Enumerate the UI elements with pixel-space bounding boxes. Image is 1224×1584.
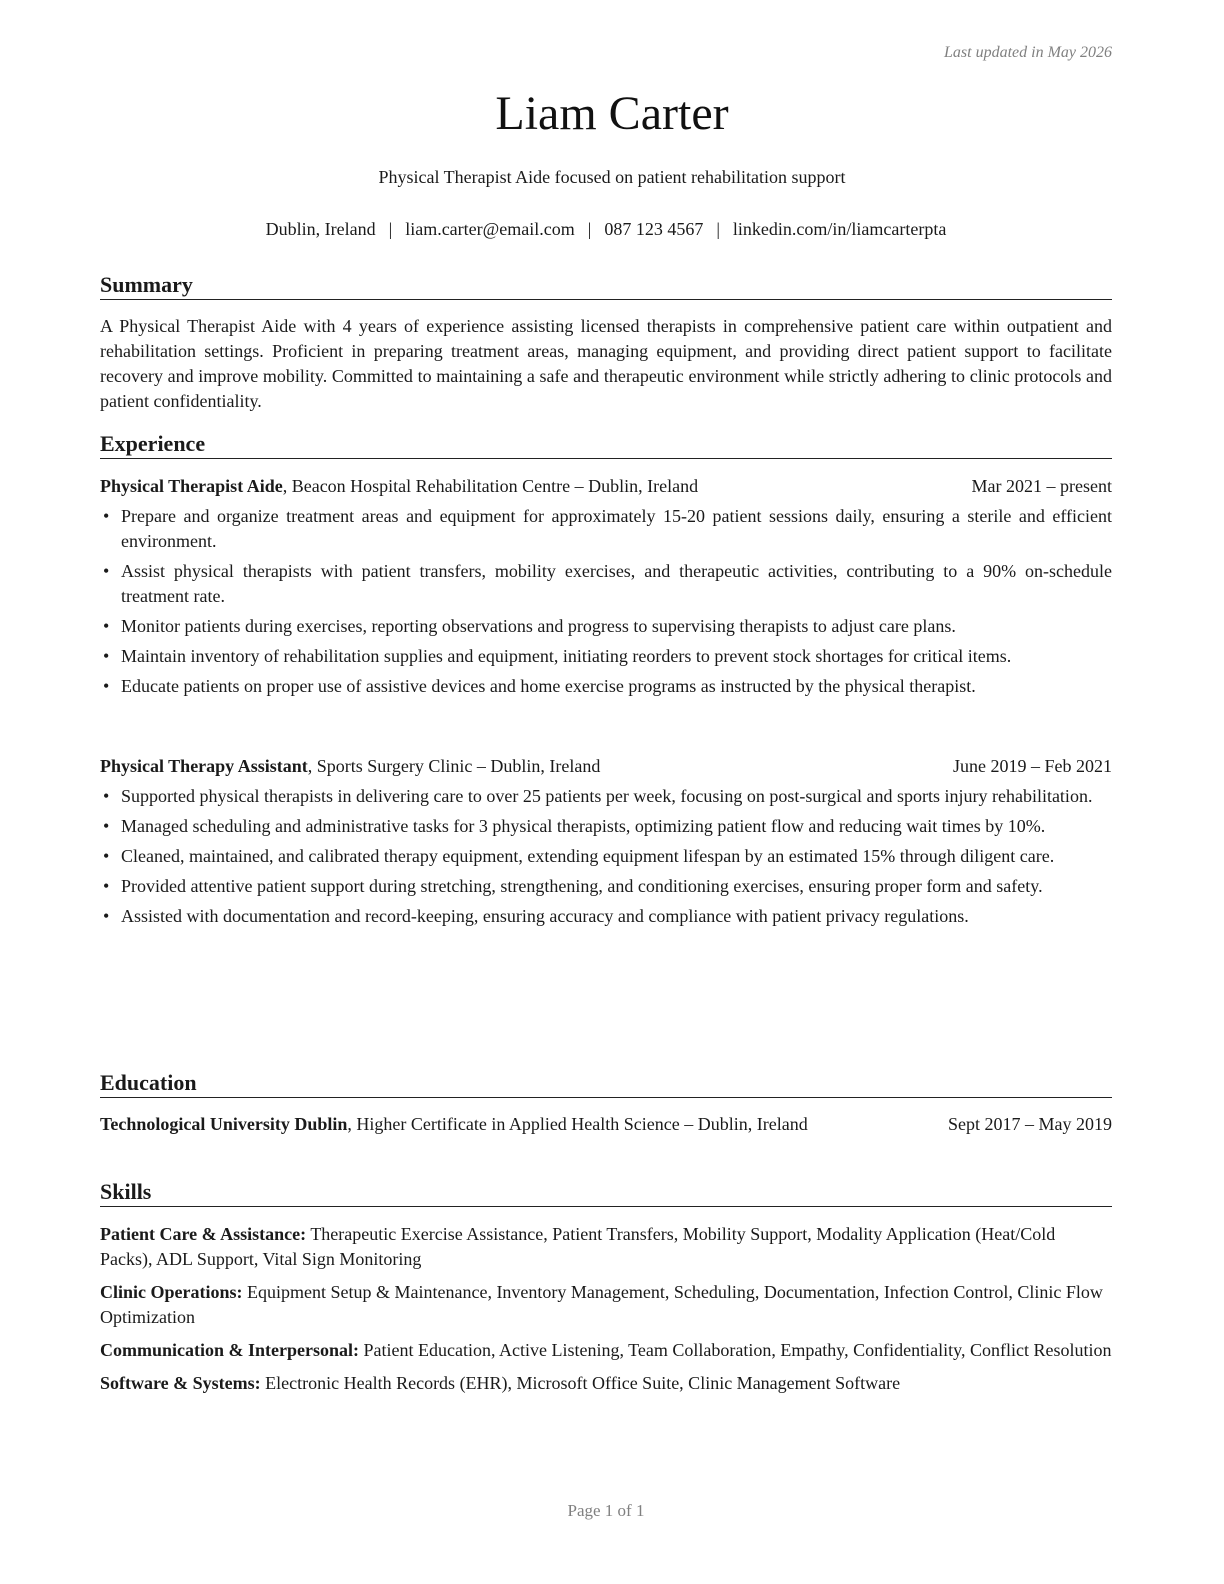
list-item <box>100 844 1112 869</box>
experience-heading: Experience <box>100 431 1112 459</box>
skill-label: Software & Systems: <box>100 1373 261 1393</box>
bullet-text: Maintain inventory of rehabilitation supplies and equipment, initiating reorders to prevent stock shortages for critical items. <box>121 646 1012 666</box>
list-item <box>100 559 1112 609</box>
bullet-icon: • <box>103 816 110 836</box>
skill-row <box>100 1371 1112 1396</box>
list-item <box>100 874 1112 899</box>
job-employer: , Sports Surgery Clinic – Dublin, Ireland <box>307 756 601 776</box>
contact-linkedin[interactable]: linkedin.com/in/liamcarterpta <box>732 219 947 239</box>
skills-list <box>100 1222 1112 1404</box>
bullet-icon: • <box>103 646 110 666</box>
education-school: Technological University Dublin <box>100 1114 348 1134</box>
skill-value: Therapeutic Exercise Assistance, Patient Transfers, Mobility Support, Modality Application (Heat/Cold Packs), ADL Support, Vital Sign Monitoring <box>100 1224 1056 1269</box>
job-employer: , Beacon Hospital Rehabilitation Centre – Dublin, Ireland <box>282 476 699 496</box>
job-role: Physical Therapy Assistant <box>100 756 308 776</box>
contact-email[interactable]: liam.carter@email.com <box>405 219 575 239</box>
list-item <box>100 784 1112 809</box>
job-dates: June 2019 – Feb 2021 <box>953 756 1112 776</box>
job-entry <box>100 754 1112 934</box>
skill-value: Electronic Health Records (EHR), Microsoft Office Suite, Clinic Management Software <box>260 1373 901 1393</box>
bullet-icon: • <box>103 876 110 896</box>
bullet-text: Educate patients on proper use of assistive devices and home exercise programs as instructed by the physical therapist. <box>121 676 976 696</box>
bullet-text: Monitor patients during exercises, reporting observations and progress to supervising therapists to adjust care plans. <box>121 616 956 636</box>
contact-line <box>0 219 1212 240</box>
job-header <box>100 474 1112 499</box>
skill-row <box>100 1338 1112 1363</box>
contact-phone: 087 123 4567 <box>604 219 704 239</box>
list-item <box>100 814 1112 839</box>
skill-label: Clinic Operations: <box>100 1282 243 1302</box>
bullet-icon: • <box>103 561 110 581</box>
bullet-text: Prepare and organize treatment areas and equipment for approximately 15-20 patient sessions daily, ensuring a sterile and efficient environment. <box>121 506 1112 551</box>
bullet-icon: • <box>103 906 110 926</box>
bullet-icon: • <box>103 616 110 636</box>
job-bullets <box>100 784 1112 929</box>
education-detail: , Higher Certificate in Applied Health Science – Dublin, Ireland <box>347 1114 808 1134</box>
skill-row <box>100 1280 1112 1330</box>
bullet-icon: • <box>103 846 110 866</box>
education-row <box>100 1112 1112 1137</box>
last-updated: Last updated in May 2026 <box>944 44 1112 61</box>
bullet-text: Managed scheduling and administrative tasks for 3 physical therapists, optimizing patient flow and reducing wait times by 10%. <box>121 816 1046 836</box>
bullet-text: Provided attentive patient support during stretching, strengthening, and conditioning exercises, ensuring proper form and safety. <box>121 876 1043 896</box>
education-dates: Sept 2017 – May 2019 <box>948 1114 1112 1134</box>
page-number: Page 1 of 1 <box>567 1501 645 1520</box>
job-title-line <box>100 754 600 779</box>
skill-label: Communication & Interpersonal: <box>100 1340 359 1360</box>
job-bullets <box>100 504 1112 699</box>
tagline: Physical Therapist Aide focused on patient rehabilitation support <box>378 167 846 187</box>
skills-heading: Skills <box>100 1179 1112 1207</box>
job-title-line <box>100 474 698 499</box>
list-item <box>100 904 1112 929</box>
skill-value: Patient Education, Active Listening, Team Collaboration, Empathy, Confidentiality, Conflict Resolution <box>359 1340 1112 1360</box>
contact-separator: | <box>587 219 592 239</box>
bullet-text: Cleaned, maintained, and calibrated therapy equipment, extending equipment lifespan by an estimated 15% through diligent care. <box>121 846 1055 866</box>
summary-text: A Physical Therapist Aide with 4 years of experience assisting licensed therapists in comprehensive patient care within outpatient and rehabilitation settings. Proficient in preparing treatment areas, managing equipment, and providing direct patient support to facilitate recovery and improve mobility. Committed to maintaining a safe and therapeutic environment while strictly adhering to clinic protocols and patient confidentiality. <box>100 316 1112 411</box>
summary-heading: Summary <box>100 272 1112 300</box>
contact-location: Dublin, Ireland <box>265 219 376 239</box>
list-item <box>100 644 1112 669</box>
candidate-name: Liam Carter <box>495 87 729 140</box>
education-heading: Education <box>100 1070 1112 1098</box>
education-entry <box>100 1112 1112 1137</box>
contact-separator: | <box>716 219 720 239</box>
job-header <box>100 754 1112 779</box>
bullet-icon: • <box>103 506 110 526</box>
skill-row <box>100 1222 1112 1272</box>
bullet-text: Assisted with documentation and record-keeping, ensuring accuracy and compliance with patient privacy regulations. <box>121 906 969 926</box>
education-line <box>100 1112 890 1137</box>
job-role: Physical Therapist Aide <box>100 476 283 496</box>
bullet-text: Supported physical therapists in delivering care to over 25 patients per week, focusing on post-surgical and sports injury rehabilitation. <box>121 786 1093 806</box>
skill-label: Patient Care & Assistance: <box>100 1224 307 1244</box>
job-dates: Mar 2021 – present <box>971 476 1112 496</box>
bullet-text: Assist physical therapists with patient transfers, mobility exercises, and therapeutic activities, contributing to a 90% on-schedule treatment rate. <box>121 561 1112 606</box>
bullet-icon: • <box>103 676 110 696</box>
job-entry <box>100 474 1112 704</box>
list-item <box>100 674 1112 699</box>
list-item <box>100 614 1112 639</box>
bullet-icon: • <box>103 786 110 806</box>
contact-separator: | <box>388 219 393 239</box>
skill-value: Equipment Setup & Maintenance, Inventory Management, Scheduling, Documentation, Infection Control, Clinic Flow Optimization <box>100 1282 1103 1327</box>
list-item <box>100 504 1112 554</box>
